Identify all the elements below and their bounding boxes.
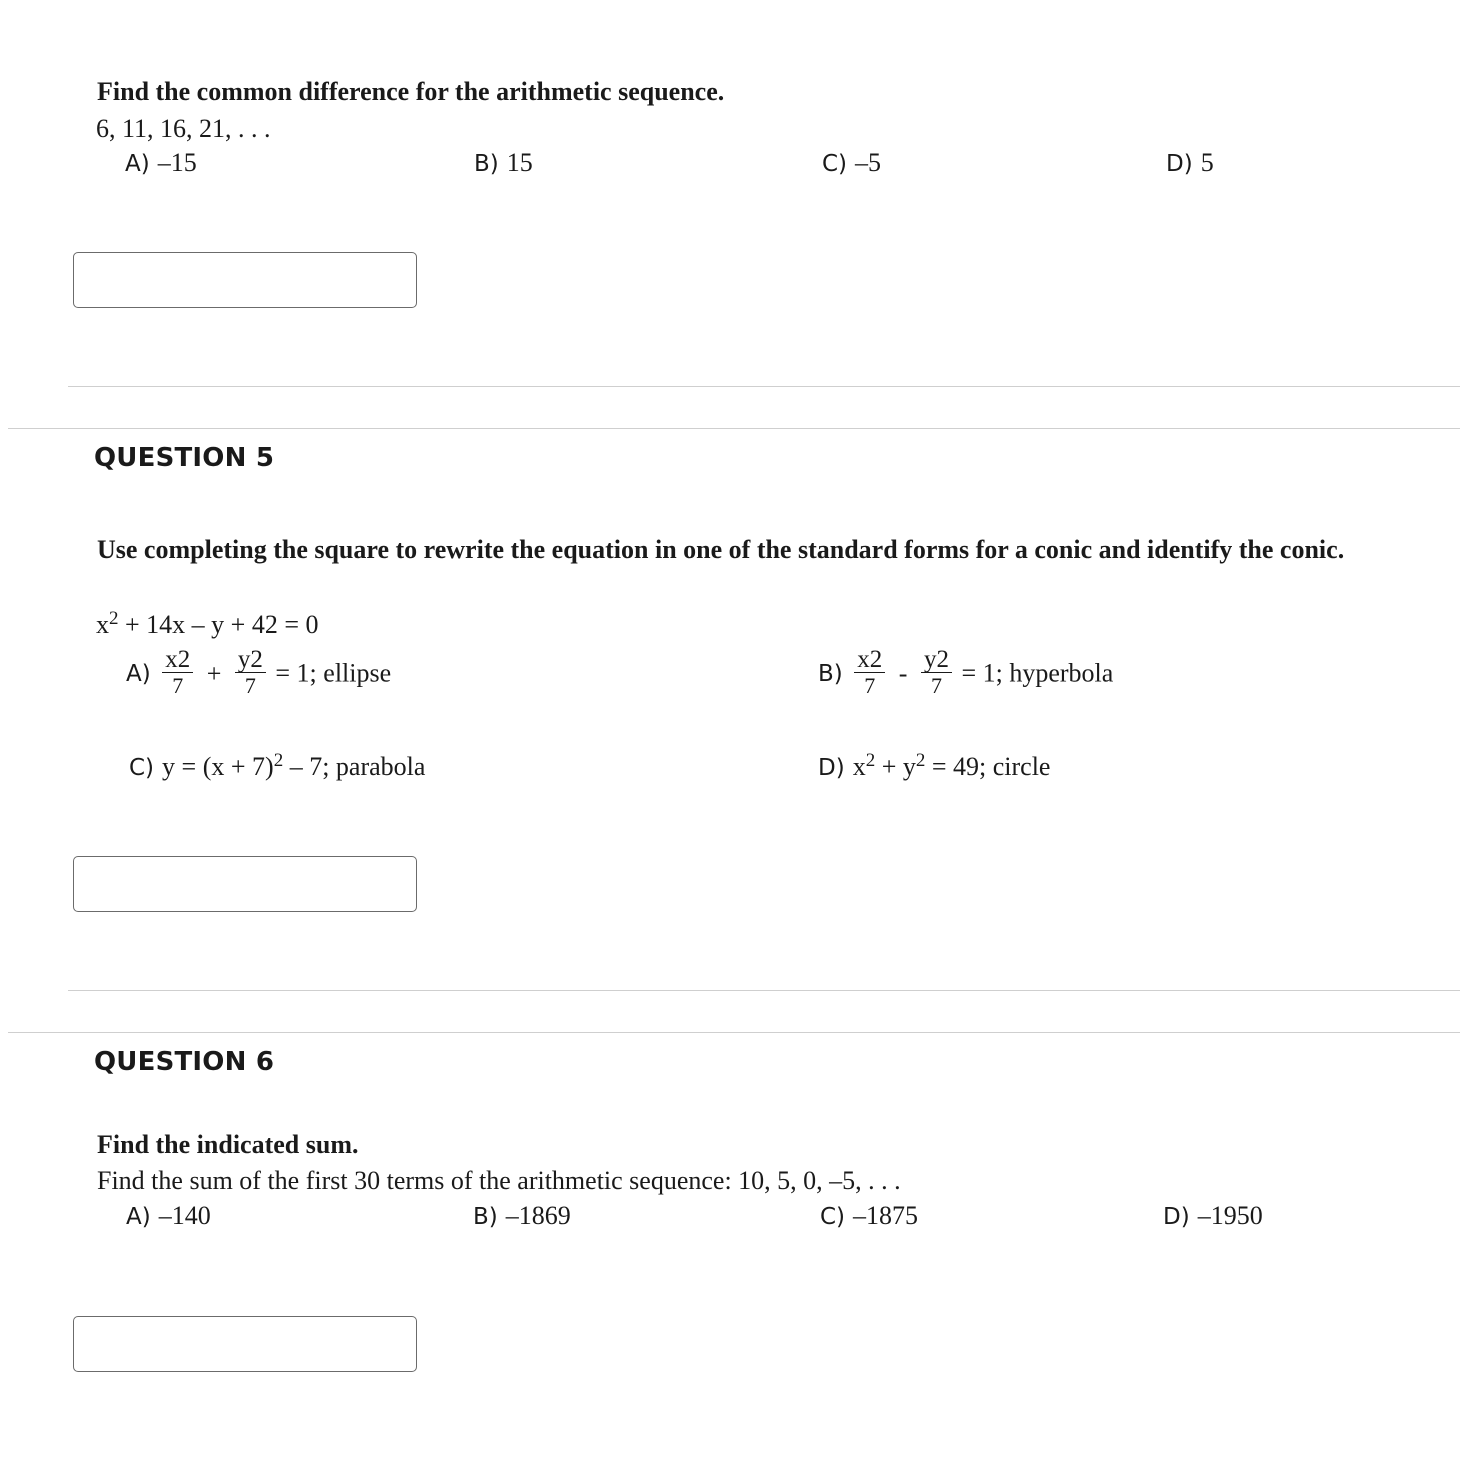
choice-letter: A) (126, 1204, 151, 1230)
q6-choice-c (820, 1201, 918, 1231)
q5-choice-c (129, 752, 425, 782)
numerator: y2 (235, 648, 266, 673)
q5-equation (96, 608, 319, 642)
choice-value: –1875 (853, 1201, 919, 1230)
operator: - (898, 658, 908, 688)
choice-expression: y = (x + 7) (162, 752, 274, 781)
numerator: x2 (162, 648, 193, 673)
choice-value: –1869 (505, 1201, 571, 1230)
numerator: x2 (854, 648, 885, 673)
choice-letter: C) (820, 1204, 846, 1230)
choice-letter: B) (474, 151, 499, 177)
question-5-title: QUESTION 5 (94, 443, 275, 473)
fraction (854, 648, 885, 699)
choice-tail: = 49; circle (931, 752, 1051, 781)
choice-letter: D) (1163, 1204, 1190, 1230)
choice-letter: B) (818, 660, 843, 687)
operator: + (206, 658, 222, 688)
section-divider (8, 1032, 1460, 1033)
fraction (921, 648, 952, 699)
q6-body: Find the sum of the first 30 terms of the arithmetic sequence: 10, 5, 0, –5, . . . (97, 1166, 901, 1195)
choice-value: 15 (506, 148, 533, 177)
q4-prompt: Find the common difference for the arithmetic sequence. (97, 77, 725, 106)
eq-rest: + 14x – y + 42 = 0 (125, 610, 319, 639)
q5-choice-a (126, 648, 391, 699)
section-divider (68, 990, 1460, 991)
choice-letter: C) (822, 151, 848, 177)
q6-answer-input[interactable] (73, 1316, 417, 1372)
q5-choice-b (818, 648, 1113, 699)
fraction (162, 648, 193, 699)
q6-choice-d (1163, 1201, 1263, 1231)
question-6-title: QUESTION 6 (94, 1047, 275, 1077)
exponent: 2 (915, 750, 926, 771)
choice-mid: + y (881, 752, 916, 781)
q4-choice-a (125, 148, 197, 178)
q4-choice-b (474, 148, 533, 178)
section-divider (8, 428, 1460, 429)
denominator: 7 (244, 673, 256, 698)
choice-value: 5 (1200, 148, 1214, 177)
choice-x: x (852, 752, 866, 781)
choice-letter: D) (1166, 151, 1193, 177)
choice-letter: D) (818, 755, 845, 781)
q6-choice-b (473, 1201, 571, 1231)
choice-value: –5 (855, 148, 882, 177)
choice-letter: C) (129, 755, 155, 781)
choice-letter: A) (125, 151, 150, 177)
q4-sequence: 6, 11, 16, 21, . . . (96, 114, 271, 143)
choice-letter: A) (126, 660, 151, 687)
section-divider (68, 386, 1460, 387)
q5-choice-d (818, 752, 1050, 782)
choice-value: –140 (158, 1201, 211, 1230)
q6-prompt: Find the indicated sum. (97, 1130, 359, 1159)
q4-choice-c (822, 148, 881, 178)
choice-tail: = 1; hyperbola (961, 658, 1114, 688)
q6-choice-a (126, 1201, 211, 1231)
q4-choice-d (1166, 148, 1214, 178)
denominator: 7 (172, 673, 184, 698)
eq-x: x (96, 610, 109, 639)
choice-value: –1950 (1197, 1201, 1263, 1230)
q5-answer-input[interactable] (73, 856, 417, 912)
q5-prompt: Use completing the square to rewrite the equation in one of the standard forms for a conic and identify the conic. (97, 535, 1345, 564)
choice-tail: – 7; parabola (289, 752, 426, 781)
numerator: y2 (921, 648, 952, 673)
exponent: 2 (273, 750, 284, 771)
denominator: 7 (864, 673, 876, 698)
exponent: 2 (865, 750, 876, 771)
denominator: 7 (930, 673, 942, 698)
eq-exponent: 2 (109, 608, 119, 629)
choice-value: –15 (157, 148, 197, 177)
fraction (235, 648, 266, 699)
q4-answer-input[interactable] (73, 252, 417, 308)
choice-letter: B) (473, 1204, 498, 1230)
choice-tail: = 1; ellipse (275, 658, 392, 688)
